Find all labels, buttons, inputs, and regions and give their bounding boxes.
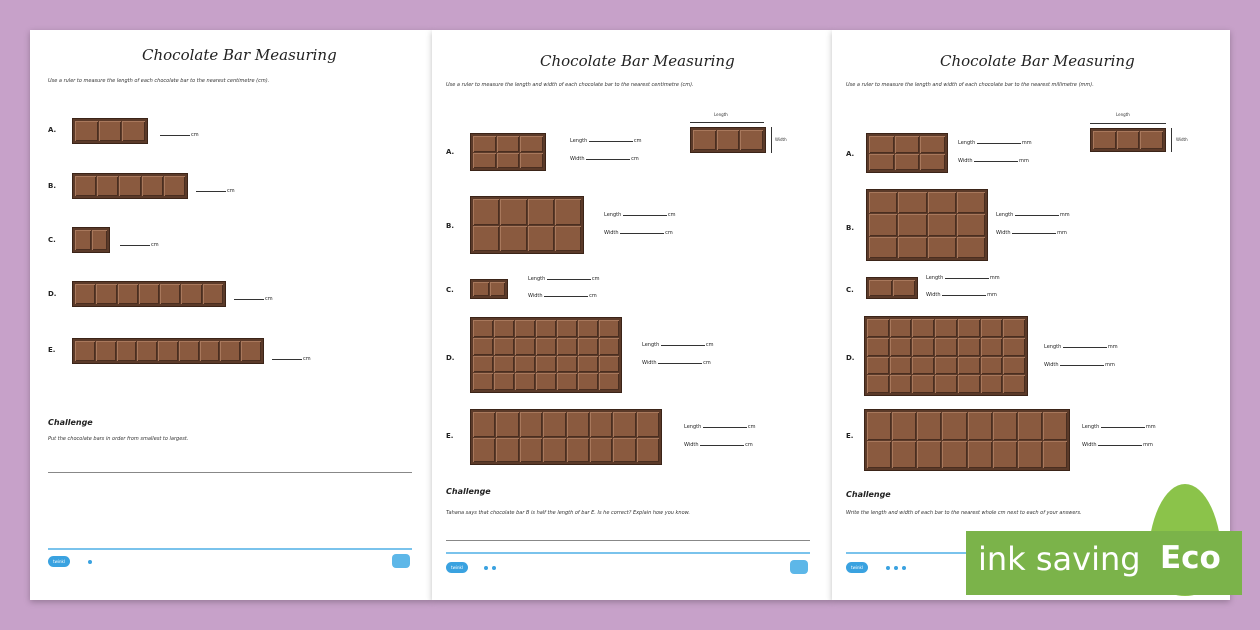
diagram-length-arrow: [690, 122, 764, 123]
diagram-width-arrow: [771, 127, 772, 153]
page-dot: [484, 566, 488, 570]
instructions: Use a ruler to measure the length of each chocolate bar to the nearest centimetre (cm).: [48, 78, 270, 84]
chocolate-bar-b: [470, 196, 584, 254]
chocolate-bar-d: [72, 281, 226, 307]
item-label-d: D.: [48, 290, 57, 298]
answer-blank-b[interactable]: cm: [196, 188, 235, 194]
eco-label: Eco: [1160, 540, 1221, 576]
page-title: Chocolate Bar Measuring: [142, 46, 337, 64]
item-label-a: A.: [846, 150, 855, 158]
chocolate-bar-d: [470, 317, 622, 393]
challenge-heading: Challenge: [446, 487, 491, 496]
answer-blank-d[interactable]: cm: [234, 296, 273, 302]
width-blank-e[interactable]: Width cm: [684, 442, 753, 448]
diagram-length-label: Length: [714, 112, 728, 117]
answer-line: [446, 540, 810, 541]
worksheet-page-1: [30, 30, 432, 600]
diagram-chocolate-bar: [690, 127, 766, 153]
chocolate-bar-d: [864, 316, 1028, 396]
width-blank-c[interactable]: Width mm: [926, 292, 997, 298]
length-blank-a[interactable]: Length mm: [958, 140, 1032, 146]
width-blank-d[interactable]: Width mm: [1044, 362, 1115, 368]
diagram-length-arrow: [1090, 123, 1166, 124]
footer-badge-icon: [790, 560, 808, 574]
challenge-heading: Challenge: [846, 490, 891, 499]
twinkl-logo: twinkl: [846, 562, 868, 573]
footer-rule: [446, 552, 810, 554]
item-label-b: B.: [48, 182, 56, 190]
length-blank-e[interactable]: Length mm: [1082, 424, 1156, 430]
chocolate-bar-b: [72, 173, 188, 199]
answer-blank-a[interactable]: cm: [160, 132, 199, 138]
width-blank-b[interactable]: Width mm: [996, 230, 1067, 236]
challenge-text: Tahana says that chocolate bar B is half the length of bar E. Is he correct? Explain how you know.: [446, 510, 690, 516]
page-dot: [492, 566, 496, 570]
length-blank-e[interactable]: Length cm: [684, 424, 756, 430]
width-blank-a[interactable]: Width cm: [570, 156, 639, 162]
item-label-c: C.: [48, 236, 56, 244]
chocolate-bar-e: [864, 409, 1070, 471]
item-label-e: E.: [48, 346, 56, 354]
page-dot: [902, 566, 906, 570]
challenge-text: Write the length and width of each bar to the nearest whole cm next to each of your answers.: [846, 510, 1082, 516]
length-blank-c[interactable]: Length mm: [926, 275, 1000, 281]
length-blank-b[interactable]: Length mm: [996, 212, 1070, 218]
width-blank-c[interactable]: Width cm: [528, 293, 597, 299]
answer-blank-c[interactable]: cm: [120, 242, 159, 248]
width-blank-a[interactable]: Width mm: [958, 158, 1029, 164]
chocolate-bar-c: [866, 277, 918, 299]
instructions: Use a ruler to measure the length and width of each chocolate bar to the nearest millimetre (mm).: [846, 82, 1094, 88]
diagram-length-label: Length: [1116, 112, 1130, 117]
length-blank-c[interactable]: Length cm: [528, 276, 600, 282]
item-label-c: C.: [446, 286, 454, 294]
item-label-b: B.: [846, 224, 854, 232]
instructions: Use a ruler to measure the length and width of each chocolate bar to the nearest centimetre (cm).: [446, 82, 694, 88]
twinkl-logo: twinkl: [446, 562, 468, 573]
chocolate-bar-e: [470, 409, 662, 465]
answer-line: [48, 472, 412, 473]
length-blank-a[interactable]: Length cm: [570, 138, 642, 144]
item-label-a: A.: [48, 126, 57, 134]
width-blank-b[interactable]: Width cm: [604, 230, 673, 236]
item-label-a: A.: [446, 148, 455, 156]
length-blank-d[interactable]: Length mm: [1044, 344, 1118, 350]
worksheet-page-2: [432, 30, 832, 600]
width-blank-d[interactable]: Width cm: [642, 360, 711, 366]
diagram-width-label: Width: [775, 137, 787, 142]
width-blank-e[interactable]: Width mm: [1082, 442, 1153, 448]
chocolate-bar-c: [72, 227, 110, 253]
footer-rule: [48, 548, 412, 550]
item-label-b: B.: [446, 222, 454, 230]
challenge-heading: Challenge: [48, 418, 93, 427]
diagram-width-arrow: [1171, 128, 1172, 152]
item-label-d: D.: [446, 354, 455, 362]
page-title: Chocolate Bar Measuring: [940, 52, 1135, 70]
answer-blank-e[interactable]: cm: [272, 356, 311, 362]
page-dot: [886, 566, 890, 570]
length-blank-b[interactable]: Length cm: [604, 212, 676, 218]
length-blank-d[interactable]: Length cm: [642, 342, 714, 348]
challenge-text: Put the chocolate bars in order from smallest to largest.: [48, 436, 189, 442]
diagram-width-label: Width: [1176, 137, 1188, 142]
chocolate-bar-a: [470, 133, 546, 171]
page-dot: [88, 560, 92, 564]
item-label-c: C.: [846, 286, 854, 294]
diagram-chocolate-bar: [1090, 128, 1166, 152]
chocolate-bar-c: [470, 279, 508, 299]
chocolate-bar-a: [866, 133, 948, 173]
ink-saving-label: ink saving: [978, 540, 1141, 578]
item-label-e: E.: [446, 432, 454, 440]
page-title: Chocolate Bar Measuring: [540, 52, 735, 70]
footer-rule: [846, 552, 966, 554]
twinkl-logo: twinkl: [48, 556, 70, 567]
item-label-e: E.: [846, 432, 854, 440]
chocolate-bar-b: [866, 189, 988, 261]
chocolate-bar-e: [72, 338, 264, 364]
item-label-d: D.: [846, 354, 855, 362]
footer-badge-icon: [392, 554, 410, 568]
page-dot: [894, 566, 898, 570]
chocolate-bar-a: [72, 118, 148, 144]
